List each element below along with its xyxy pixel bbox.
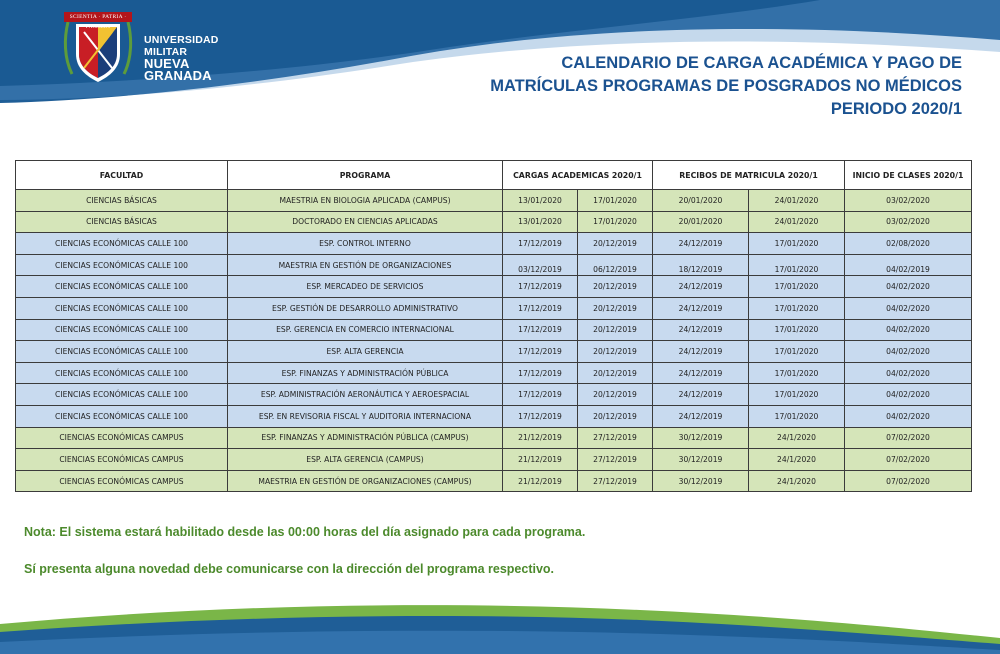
cell-recibo-fin: 17/01/2020 (749, 319, 845, 341)
cell-carga-inicio: 17/12/2019 (503, 362, 578, 384)
cell-programa: ESP. ALTA GERENCIA (CAMPUS) (228, 449, 503, 471)
cell-carga-fin: 17/01/2020 (578, 211, 653, 233)
footer-wave-background (0, 590, 1000, 654)
cell-facultad: CIENCIAS ECONÓMICAS CALLE 100 (16, 341, 228, 363)
cell-recibo-inicio: 30/12/2019 (653, 427, 749, 449)
university-name (144, 34, 258, 82)
cell-programa: ESP. MERCADEO DE SERVICIOS (228, 276, 503, 298)
cell-programa: ESP. GESTIÓN DE DESARROLLO ADMINISTRATIVO (228, 297, 503, 319)
cell-recibo-fin: 17/01/2020 (749, 341, 845, 363)
cell-carga-fin: 20/12/2019 (578, 319, 653, 341)
table-row (16, 405, 972, 427)
header-facultad: FACULTAD (16, 161, 228, 190)
cell-facultad: CIENCIAS ECONÓMICAS CAMPUS (16, 449, 228, 471)
title-line-2: MATRÍCULAS PROGRAMAS DE POSGRADOS NO MÉDICOS (490, 77, 962, 95)
cell-recibo-inicio: 30/12/2019 (653, 470, 749, 492)
cell-inicio-clases: 04/02/2020 (845, 362, 972, 384)
cell-carga-inicio: 17/12/2019 (503, 405, 578, 427)
cell-carga-fin: 20/12/2019 (578, 276, 653, 298)
cell-carga-inicio: 17/12/2019 (503, 276, 578, 298)
cell-programa: ESP. EN REVISORIA FISCAL Y AUDITORIA INTERNACIONA (228, 405, 503, 427)
note-contact-program: Sí presenta alguna novedad debe comunicarse con la dirección del programa respectivo. (24, 562, 555, 576)
cell-recibo-inicio: 24/12/2019 (653, 233, 749, 255)
cell-programa: ESP. FINANZAS Y ADMINISTRACIÓN PÚBLICA (CAMPUS) (228, 427, 503, 449)
cell-recibo-fin: 17/01/2020 (749, 254, 845, 276)
table-row (16, 427, 972, 449)
table-row (16, 449, 972, 471)
cell-inicio-clases: 07/02/2020 (845, 470, 972, 492)
header-cargas: CARGAS ACADEMICAS 2020/1 (503, 161, 653, 190)
cell-recibo-inicio: 24/12/2019 (653, 341, 749, 363)
page-title (490, 52, 962, 121)
cell-recibo-inicio: 24/12/2019 (653, 276, 749, 298)
cell-facultad: CIENCIAS ECONÓMICAS CALLE 100 (16, 233, 228, 255)
header-recibos: RECIBOS DE MATRICULA 2020/1 (653, 161, 845, 190)
cell-carga-fin: 20/12/2019 (578, 362, 653, 384)
cell-carga-inicio: 17/12/2019 (503, 233, 578, 255)
university-name-line1: UNIVERSIDAD MILITAR (144, 34, 219, 58)
cell-facultad: CIENCIAS BÁSICAS (16, 190, 228, 212)
cell-carga-fin: 27/12/2019 (578, 427, 653, 449)
cell-carga-inicio: 17/12/2019 (503, 341, 578, 363)
table-row (16, 254, 972, 276)
cell-facultad: CIENCIAS ECONÓMICAS CALLE 100 (16, 297, 228, 319)
cell-carga-fin: 20/12/2019 (578, 297, 653, 319)
cell-facultad: CIENCIAS ECONÓMICAS CALLE 100 (16, 254, 228, 276)
cell-recibo-inicio: 30/12/2019 (653, 449, 749, 471)
header-programa: PROGRAMA (228, 161, 503, 190)
cell-recibo-fin: 24/01/2020 (749, 211, 845, 233)
table-row (16, 276, 972, 298)
cell-facultad: CIENCIAS ECONÓMICAS CAMPUS (16, 470, 228, 492)
cell-programa: ESP. FINANZAS Y ADMINISTRACIÓN PÚBLICA (228, 362, 503, 384)
table-row (16, 297, 972, 319)
cell-programa: MAESTRIA EN BIOLOGIA APLICADA (CAMPUS) (228, 190, 503, 212)
university-logo[interactable] (58, 8, 258, 88)
logo-motto: SCIENTIA · PATRIA · FAMILIA (64, 12, 132, 22)
cell-recibo-inicio: 24/12/2019 (653, 405, 749, 427)
cell-inicio-clases: 03/02/2020 (845, 190, 972, 212)
cell-recibo-inicio: 20/01/2020 (653, 190, 749, 212)
table-row (16, 211, 972, 233)
cell-inicio-clases: 04/02/2020 (845, 297, 972, 319)
cell-recibo-fin: 24/1/2020 (749, 449, 845, 471)
cell-carga-fin: 27/12/2019 (578, 470, 653, 492)
table-row (16, 362, 972, 384)
cell-inicio-clases: 07/02/2020 (845, 449, 972, 471)
table-row (16, 190, 972, 212)
calendar-table (15, 160, 972, 492)
header-inicio: INICIO DE CLASES 2020/1 (845, 161, 972, 190)
cell-inicio-clases: 04/02/2020 (845, 341, 972, 363)
cell-programa: ESP. CONTROL INTERNO (228, 233, 503, 255)
note-system-hours: Nota: El sistema estará habilitado desde las 00:00 horas del día asignado para cada programa. (24, 525, 586, 539)
cell-facultad: CIENCIAS ECONÓMICAS CALLE 100 (16, 384, 228, 406)
cell-recibo-inicio: 24/12/2019 (653, 362, 749, 384)
table-row (16, 319, 972, 341)
cell-recibo-fin: 24/1/2020 (749, 427, 845, 449)
cell-facultad: CIENCIAS ECONÓMICAS CALLE 100 (16, 276, 228, 298)
cell-recibo-inicio: 24/12/2019 (653, 297, 749, 319)
cell-carga-inicio: 03/12/2019 (503, 254, 578, 276)
cell-recibo-inicio: 20/01/2020 (653, 211, 749, 233)
cell-inicio-clases: 02/08/2020 (845, 233, 972, 255)
cell-carga-inicio: 17/12/2019 (503, 384, 578, 406)
cell-carga-inicio: 21/12/2019 (503, 449, 578, 471)
cell-inicio-clases: 04/02/2020 (845, 384, 972, 406)
cell-facultad: CIENCIAS ECONÓMICAS CALLE 100 (16, 319, 228, 341)
cell-facultad: CIENCIAS ECONÓMICAS CALLE 100 (16, 362, 228, 384)
cell-recibo-fin: 17/01/2020 (749, 233, 845, 255)
cell-inicio-clases: 07/02/2020 (845, 427, 972, 449)
cell-inicio-clases: 04/02/2020 (845, 405, 972, 427)
cell-recibo-fin: 24/1/2020 (749, 470, 845, 492)
cell-carga-fin: 17/01/2020 (578, 190, 653, 212)
cell-carga-fin: 20/12/2019 (578, 384, 653, 406)
cell-recibo-inicio: 24/12/2019 (653, 384, 749, 406)
cell-programa: MAESTRIA EN GESTIÓN DE ORGANIZACIONES (CAMPUS) (228, 470, 503, 492)
shield-emblem (58, 8, 138, 88)
cell-carga-inicio: 13/01/2020 (503, 190, 578, 212)
cell-inicio-clases: 04/02/2020 (845, 276, 972, 298)
cell-facultad: CIENCIAS BÁSICAS (16, 211, 228, 233)
cell-recibo-fin: 17/01/2020 (749, 384, 845, 406)
cell-inicio-clases: 03/02/2020 (845, 211, 972, 233)
cell-carga-inicio: 13/01/2020 (503, 211, 578, 233)
university-name-line2: NUEVA GRANADA (144, 56, 212, 83)
table-row (16, 341, 972, 363)
cell-inicio-clases: 04/02/2020 (845, 319, 972, 341)
cell-inicio-clases: 04/02/2019 (845, 254, 972, 276)
cell-programa: MAESTRIA EN GESTIÓN DE ORGANIZACIONES (228, 254, 503, 276)
cell-carga-fin: 20/12/2019 (578, 341, 653, 363)
cell-programa: ESP. ADMINISTRACIÓN AERONÁUTICA Y AEROESPACIAL (228, 384, 503, 406)
cell-carga-fin: 20/12/2019 (578, 233, 653, 255)
cell-recibo-fin: 17/01/2020 (749, 405, 845, 427)
cell-facultad: CIENCIAS ECONÓMICAS CAMPUS (16, 427, 228, 449)
cell-carga-inicio: 17/12/2019 (503, 319, 578, 341)
cell-programa: DOCTORADO EN CIENCIAS APLICADAS (228, 211, 503, 233)
cell-carga-inicio: 21/12/2019 (503, 427, 578, 449)
cell-carga-fin: 20/12/2019 (578, 405, 653, 427)
table-row (16, 470, 972, 492)
table-row (16, 233, 972, 255)
title-line-1: CALENDARIO DE CARGA ACADÉMICA Y PAGO DE (561, 54, 962, 72)
cell-programa: ESP. ALTA GERENCIA (228, 341, 503, 363)
cell-recibo-inicio: 18/12/2019 (653, 254, 749, 276)
cell-recibo-fin: 17/01/2020 (749, 276, 845, 298)
cell-recibo-fin: 17/01/2020 (749, 297, 845, 319)
cell-carga-inicio: 21/12/2019 (503, 470, 578, 492)
cell-carga-fin: 27/12/2019 (578, 449, 653, 471)
title-line-3: PERIODO 2020/1 (830, 100, 962, 118)
cell-carga-inicio: 17/12/2019 (503, 297, 578, 319)
table-row (16, 384, 972, 406)
cell-recibo-inicio: 24/12/2019 (653, 319, 749, 341)
table-header-row (16, 161, 972, 190)
cell-facultad: CIENCIAS ECONÓMICAS CALLE 100 (16, 405, 228, 427)
cell-programa: ESP. GERENCIA EN COMERCIO INTERNACIONAL (228, 319, 503, 341)
cell-carga-fin: 06/12/2019 (578, 254, 653, 276)
cell-recibo-fin: 24/01/2020 (749, 190, 845, 212)
cell-recibo-fin: 17/01/2020 (749, 362, 845, 384)
